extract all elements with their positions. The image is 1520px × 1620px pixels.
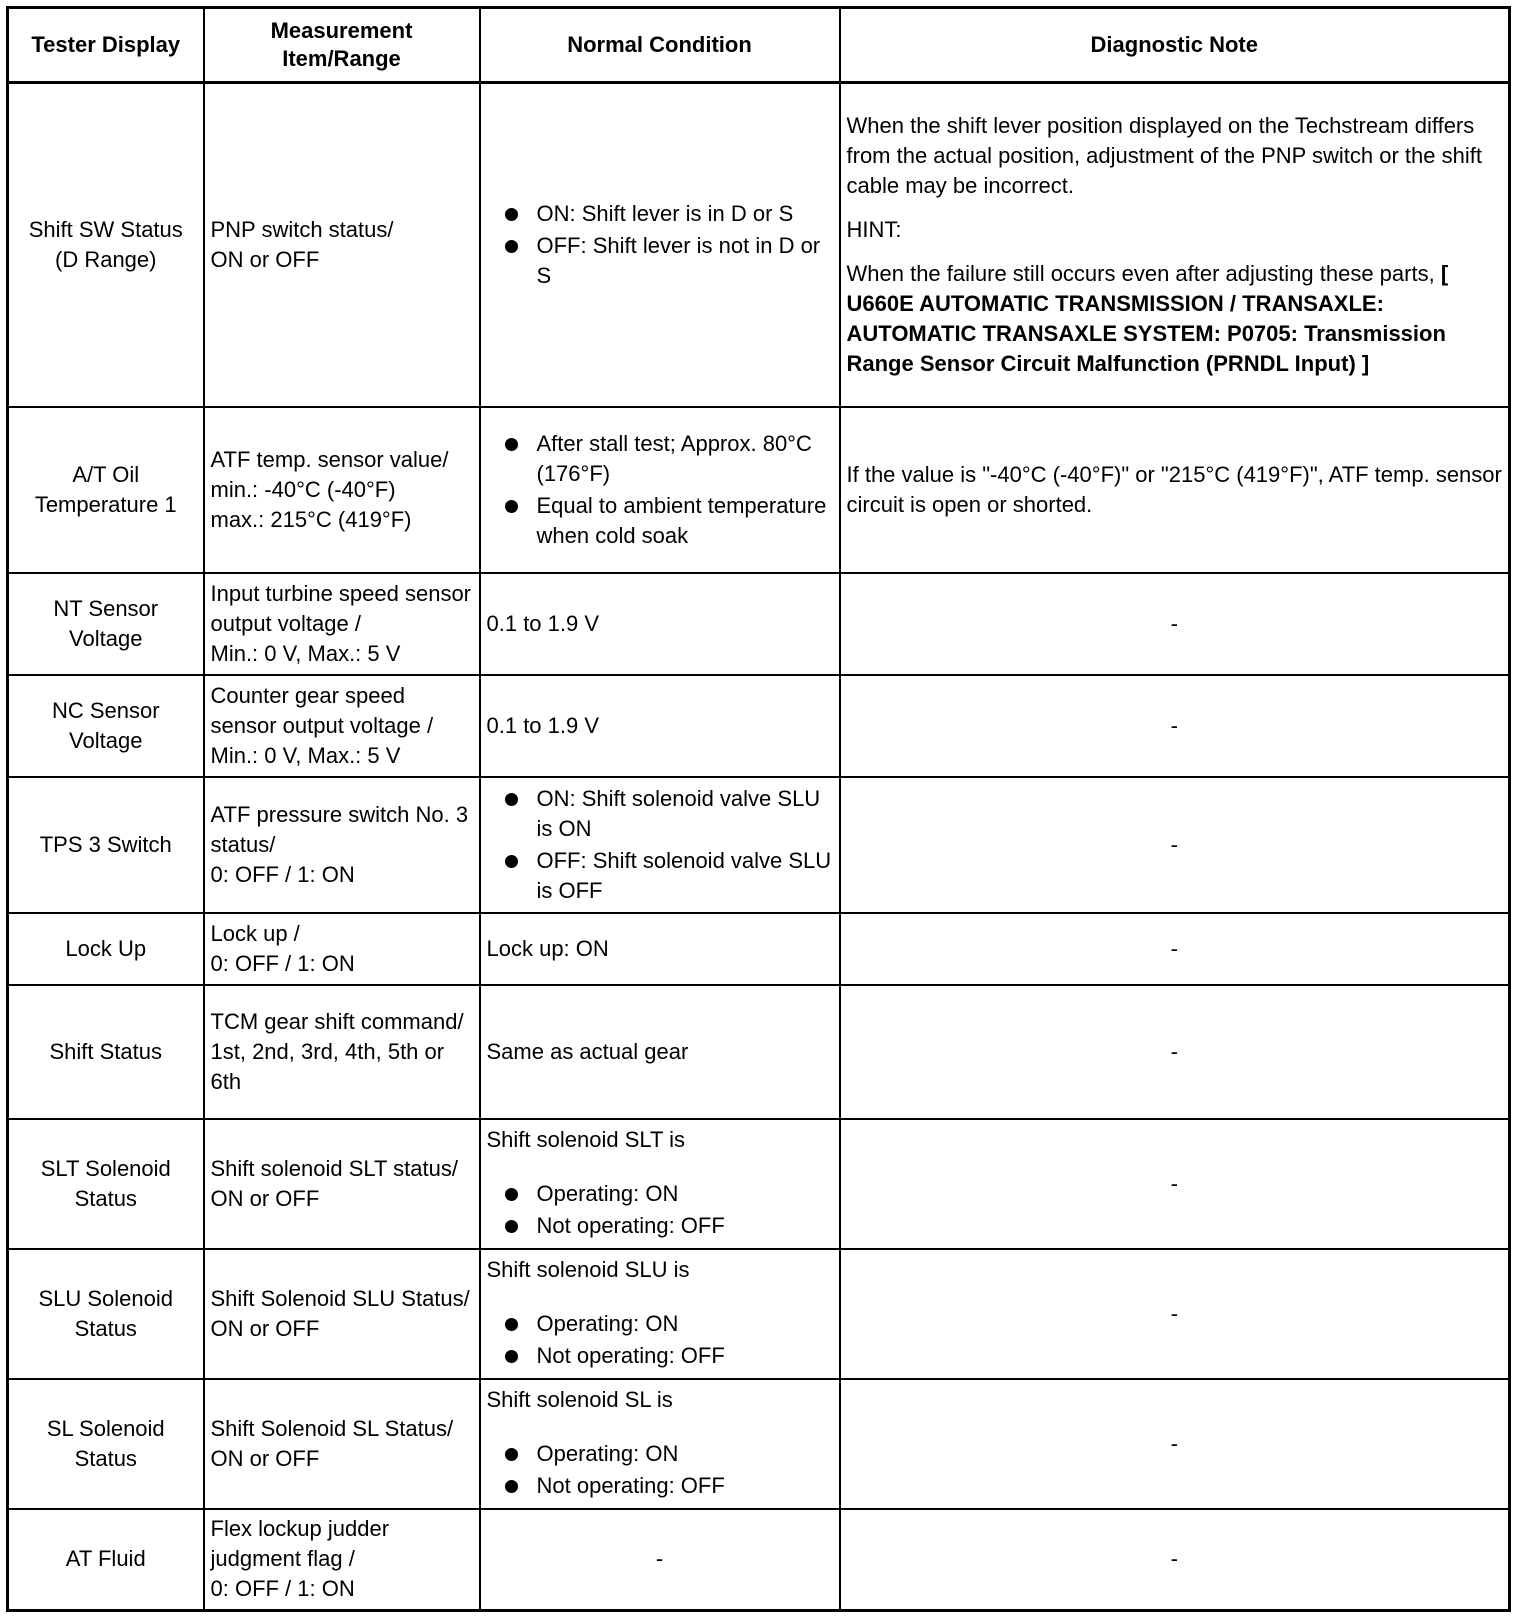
bullet-icon [505, 855, 518, 868]
measurement-line: Counter gear speed sensor output voltage / [210, 682, 434, 738]
condition-text: OFF: Shift lever is not in D or S [536, 232, 821, 288]
cell-normal-condition: 0.1 to 1.9 V [480, 573, 840, 675]
cell-measurement [204, 573, 480, 675]
cell-measurement [204, 913, 480, 985]
diagnostic-data-list [6, 6, 1511, 1612]
table-row [8, 83, 1510, 407]
list-item [487, 1439, 833, 1469]
cell-diagnostic-note: If the value is "-40°C (-40°F)" or "215°C (419°F)", ATF temp. sensor circuit is open or shorted. [840, 407, 1510, 573]
display-line: Shift Status [49, 1038, 162, 1064]
cell-tester-display [8, 1379, 204, 1509]
measurement-line: Input turbine speed sensor output voltage / [210, 580, 472, 636]
cell-normal-condition: - [480, 1509, 840, 1611]
table-row [8, 777, 1510, 913]
cell-measurement [204, 1119, 480, 1249]
measurement-line: min.: -40°C (-40°F) [210, 476, 396, 502]
condition-list [487, 199, 833, 291]
condition-text: Equal to ambient temperature when cold soak [536, 492, 827, 548]
display-line: Status [74, 1185, 137, 1211]
table-row [8, 1379, 1510, 1509]
measurement-line: 0: OFF / 1: ON [210, 1576, 355, 1602]
cell-measurement [204, 407, 480, 573]
table-row [8, 1249, 1510, 1379]
measurement-line: ON or OFF [210, 1315, 320, 1341]
cell-tester-display [8, 1249, 204, 1379]
cell-measurement [204, 1509, 480, 1611]
bullet-icon [505, 1448, 518, 1461]
note-paragraph: When the shift lever position displayed on the Techstream differs from the actual position, adjustment of the PNP switch or the shift cable may be incorrect. [846, 112, 1482, 198]
list-item [487, 491, 833, 551]
cell-normal-condition [480, 1379, 840, 1509]
list-item [487, 1309, 833, 1339]
measurement-line: ATF pressure switch No. 3 status/ [210, 801, 469, 857]
cell-normal-condition [480, 407, 840, 573]
display-line: NT Sensor [53, 595, 159, 621]
cell-measurement [204, 777, 480, 913]
measurement-line: ON or OFF [210, 1445, 320, 1471]
condition-text: OFF: Shift solenoid valve SLU is OFF [536, 847, 832, 903]
cell-measurement [204, 675, 480, 777]
condition-text: Not operating: OFF [536, 1342, 725, 1368]
display-line: (D Range) [55, 246, 157, 272]
header-measurement-line-1: Measurement [270, 18, 413, 43]
table-row [8, 1119, 1510, 1249]
condition-list [487, 429, 833, 551]
display-line: SL Solenoid [46, 1415, 165, 1441]
cell-tester-display [8, 913, 204, 985]
cell-normal-condition: 0.1 to 1.9 V [480, 675, 840, 777]
measurement-line: ATF temp. sensor value/ [210, 446, 449, 472]
condition-intro: Shift solenoid SLT is [486, 1126, 686, 1152]
spacer [487, 1285, 833, 1307]
cell-normal-condition: Same as actual gear [480, 985, 840, 1119]
header-measurement-line-2: Item/Range [282, 46, 401, 71]
condition-text: Operating: ON [536, 1310, 679, 1336]
table-row [8, 1509, 1510, 1611]
condition-list [487, 1439, 833, 1501]
cell-diagnostic-note: - [840, 675, 1510, 777]
condition-text: After stall test; Approx. 80°C (176°F) [536, 430, 812, 486]
display-line: Voltage [69, 625, 143, 651]
condition-text: Operating: ON [536, 1440, 679, 1466]
table-row [8, 913, 1510, 985]
condition-list [487, 1309, 833, 1371]
display-line: Lock Up [65, 935, 147, 961]
measurement-line: PNP switch status/ [210, 216, 394, 242]
bullet-icon [505, 1220, 518, 1233]
header-diagnostic-note: Diagnostic Note [840, 8, 1510, 83]
display-line: SLT Solenoid [40, 1155, 171, 1181]
cell-tester-display [8, 1119, 204, 1249]
table-row [8, 573, 1510, 675]
cell-diagnostic-note: - [840, 777, 1510, 913]
measurement-line: ON or OFF [210, 246, 320, 272]
list-item [487, 199, 833, 229]
display-line: Shift SW Status [28, 216, 183, 242]
display-line: SLU Solenoid [38, 1285, 174, 1311]
cell-diagnostic-note: - [840, 573, 1510, 675]
condition-list [487, 784, 833, 906]
header-measurement-item-range [204, 8, 480, 83]
display-line: TPS 3 Switch [39, 831, 172, 857]
cell-diagnostic-note: - [840, 1509, 1510, 1611]
cell-measurement [204, 1249, 480, 1379]
list-item [487, 1341, 833, 1371]
note-text: When the failure still occurs even after adjusting these parts, [846, 260, 1441, 286]
measurement-line: ON or OFF [210, 1185, 320, 1211]
measurement-line: Shift Solenoid SL Status/ [210, 1415, 454, 1441]
data-list-table [6, 6, 1511, 1612]
list-item [487, 1179, 833, 1209]
cell-diagnostic-note: - [840, 913, 1510, 985]
cell-measurement [204, 1379, 480, 1509]
list-item [487, 846, 833, 906]
spacer [487, 1155, 833, 1177]
header-tester-display: Tester Display [8, 8, 204, 83]
cell-normal-condition: Lock up: ON [480, 913, 840, 985]
cell-tester-display [8, 573, 204, 675]
cell-diagnostic-note [840, 83, 1510, 407]
cell-diagnostic-note: - [840, 985, 1510, 1119]
cell-tester-display [8, 675, 204, 777]
measurement-line: Flex lockup judder judgment flag / [210, 1516, 390, 1572]
measurement-line: 0: OFF / 1: ON [210, 950, 355, 976]
cell-normal-condition [480, 777, 840, 913]
cell-tester-display [8, 407, 204, 573]
condition-text: Operating: ON [536, 1180, 679, 1206]
note-reference-link[interactable]: [ U660E AUTOMATIC TRANSMISSION / TRANSAXLE: AUTOMATIC TRANSAXLE SYSTEM: P0705: Transmission Range Sensor Circuit Malfunction (PRNDL Input) ] [846, 260, 1449, 376]
bullet-icon [505, 1480, 518, 1493]
list-item [487, 231, 833, 291]
measurement-line: Shift Solenoid SLU Status/ [210, 1285, 470, 1311]
measurement-line: Min.: 0 V, Max.: 5 V [210, 742, 401, 768]
cell-tester-display [8, 1509, 204, 1611]
measurement-line: TCM gear shift command/ [210, 1008, 464, 1034]
table-row [8, 675, 1510, 777]
bullet-icon [505, 1350, 518, 1363]
list-item [487, 784, 833, 844]
condition-list [487, 1179, 833, 1241]
cell-tester-display [8, 777, 204, 913]
list-item [487, 1211, 833, 1241]
cell-normal-condition [480, 1249, 840, 1379]
condition-text: ON: Shift lever is in D or S [536, 200, 794, 226]
measurement-line: Min.: 0 V, Max.: 5 V [210, 640, 401, 666]
table-row [8, 985, 1510, 1119]
header-row [8, 8, 1510, 83]
display-line: A/T Oil [72, 461, 140, 487]
list-item [487, 1471, 833, 1501]
cell-diagnostic-note: - [840, 1119, 1510, 1249]
bullet-icon [505, 1188, 518, 1201]
display-line: NC Sensor [51, 697, 160, 723]
bullet-icon [505, 208, 518, 221]
display-line: Status [74, 1445, 137, 1471]
measurement-line: 1st, 2nd, 3rd, 4th, 5th or 6th [210, 1038, 445, 1094]
bullet-icon [505, 1318, 518, 1331]
measurement-line: Shift solenoid SLT status/ [210, 1155, 458, 1181]
cell-normal-condition [480, 1119, 840, 1249]
condition-intro: Shift solenoid SLU is [486, 1256, 690, 1282]
measurement-line: max.: 215°C (419°F) [210, 506, 412, 532]
condition-text: Not operating: OFF [536, 1472, 725, 1498]
header-normal-condition: Normal Condition [480, 8, 840, 83]
cell-diagnostic-note: - [840, 1379, 1510, 1509]
display-line: Voltage [69, 727, 143, 753]
condition-text: ON: Shift solenoid valve SLU is ON [536, 785, 821, 841]
cell-measurement [204, 985, 480, 1119]
measurement-line: Lock up / [210, 920, 300, 946]
condition-intro: Shift solenoid SL is [486, 1386, 673, 1412]
note-paragraph [847, 259, 1503, 379]
bullet-icon [505, 500, 518, 513]
condition-text: Not operating: OFF [536, 1212, 725, 1238]
cell-tester-display [8, 985, 204, 1119]
measurement-line: 0: OFF / 1: ON [210, 861, 355, 887]
display-line: AT Fluid [65, 1546, 146, 1572]
table-row [8, 407, 1510, 573]
display-line: Status [74, 1315, 137, 1341]
bullet-icon [505, 793, 518, 806]
note-hint: HINT: [846, 216, 902, 242]
display-line: Temperature 1 [34, 491, 177, 517]
bullet-icon [505, 438, 518, 451]
list-item [487, 429, 833, 489]
cell-tester-display [8, 83, 204, 407]
cell-measurement [204, 83, 480, 407]
cell-diagnostic-note: - [840, 1249, 1510, 1379]
cell-normal-condition [480, 83, 840, 407]
bullet-icon [505, 240, 518, 253]
spacer [487, 1415, 833, 1437]
